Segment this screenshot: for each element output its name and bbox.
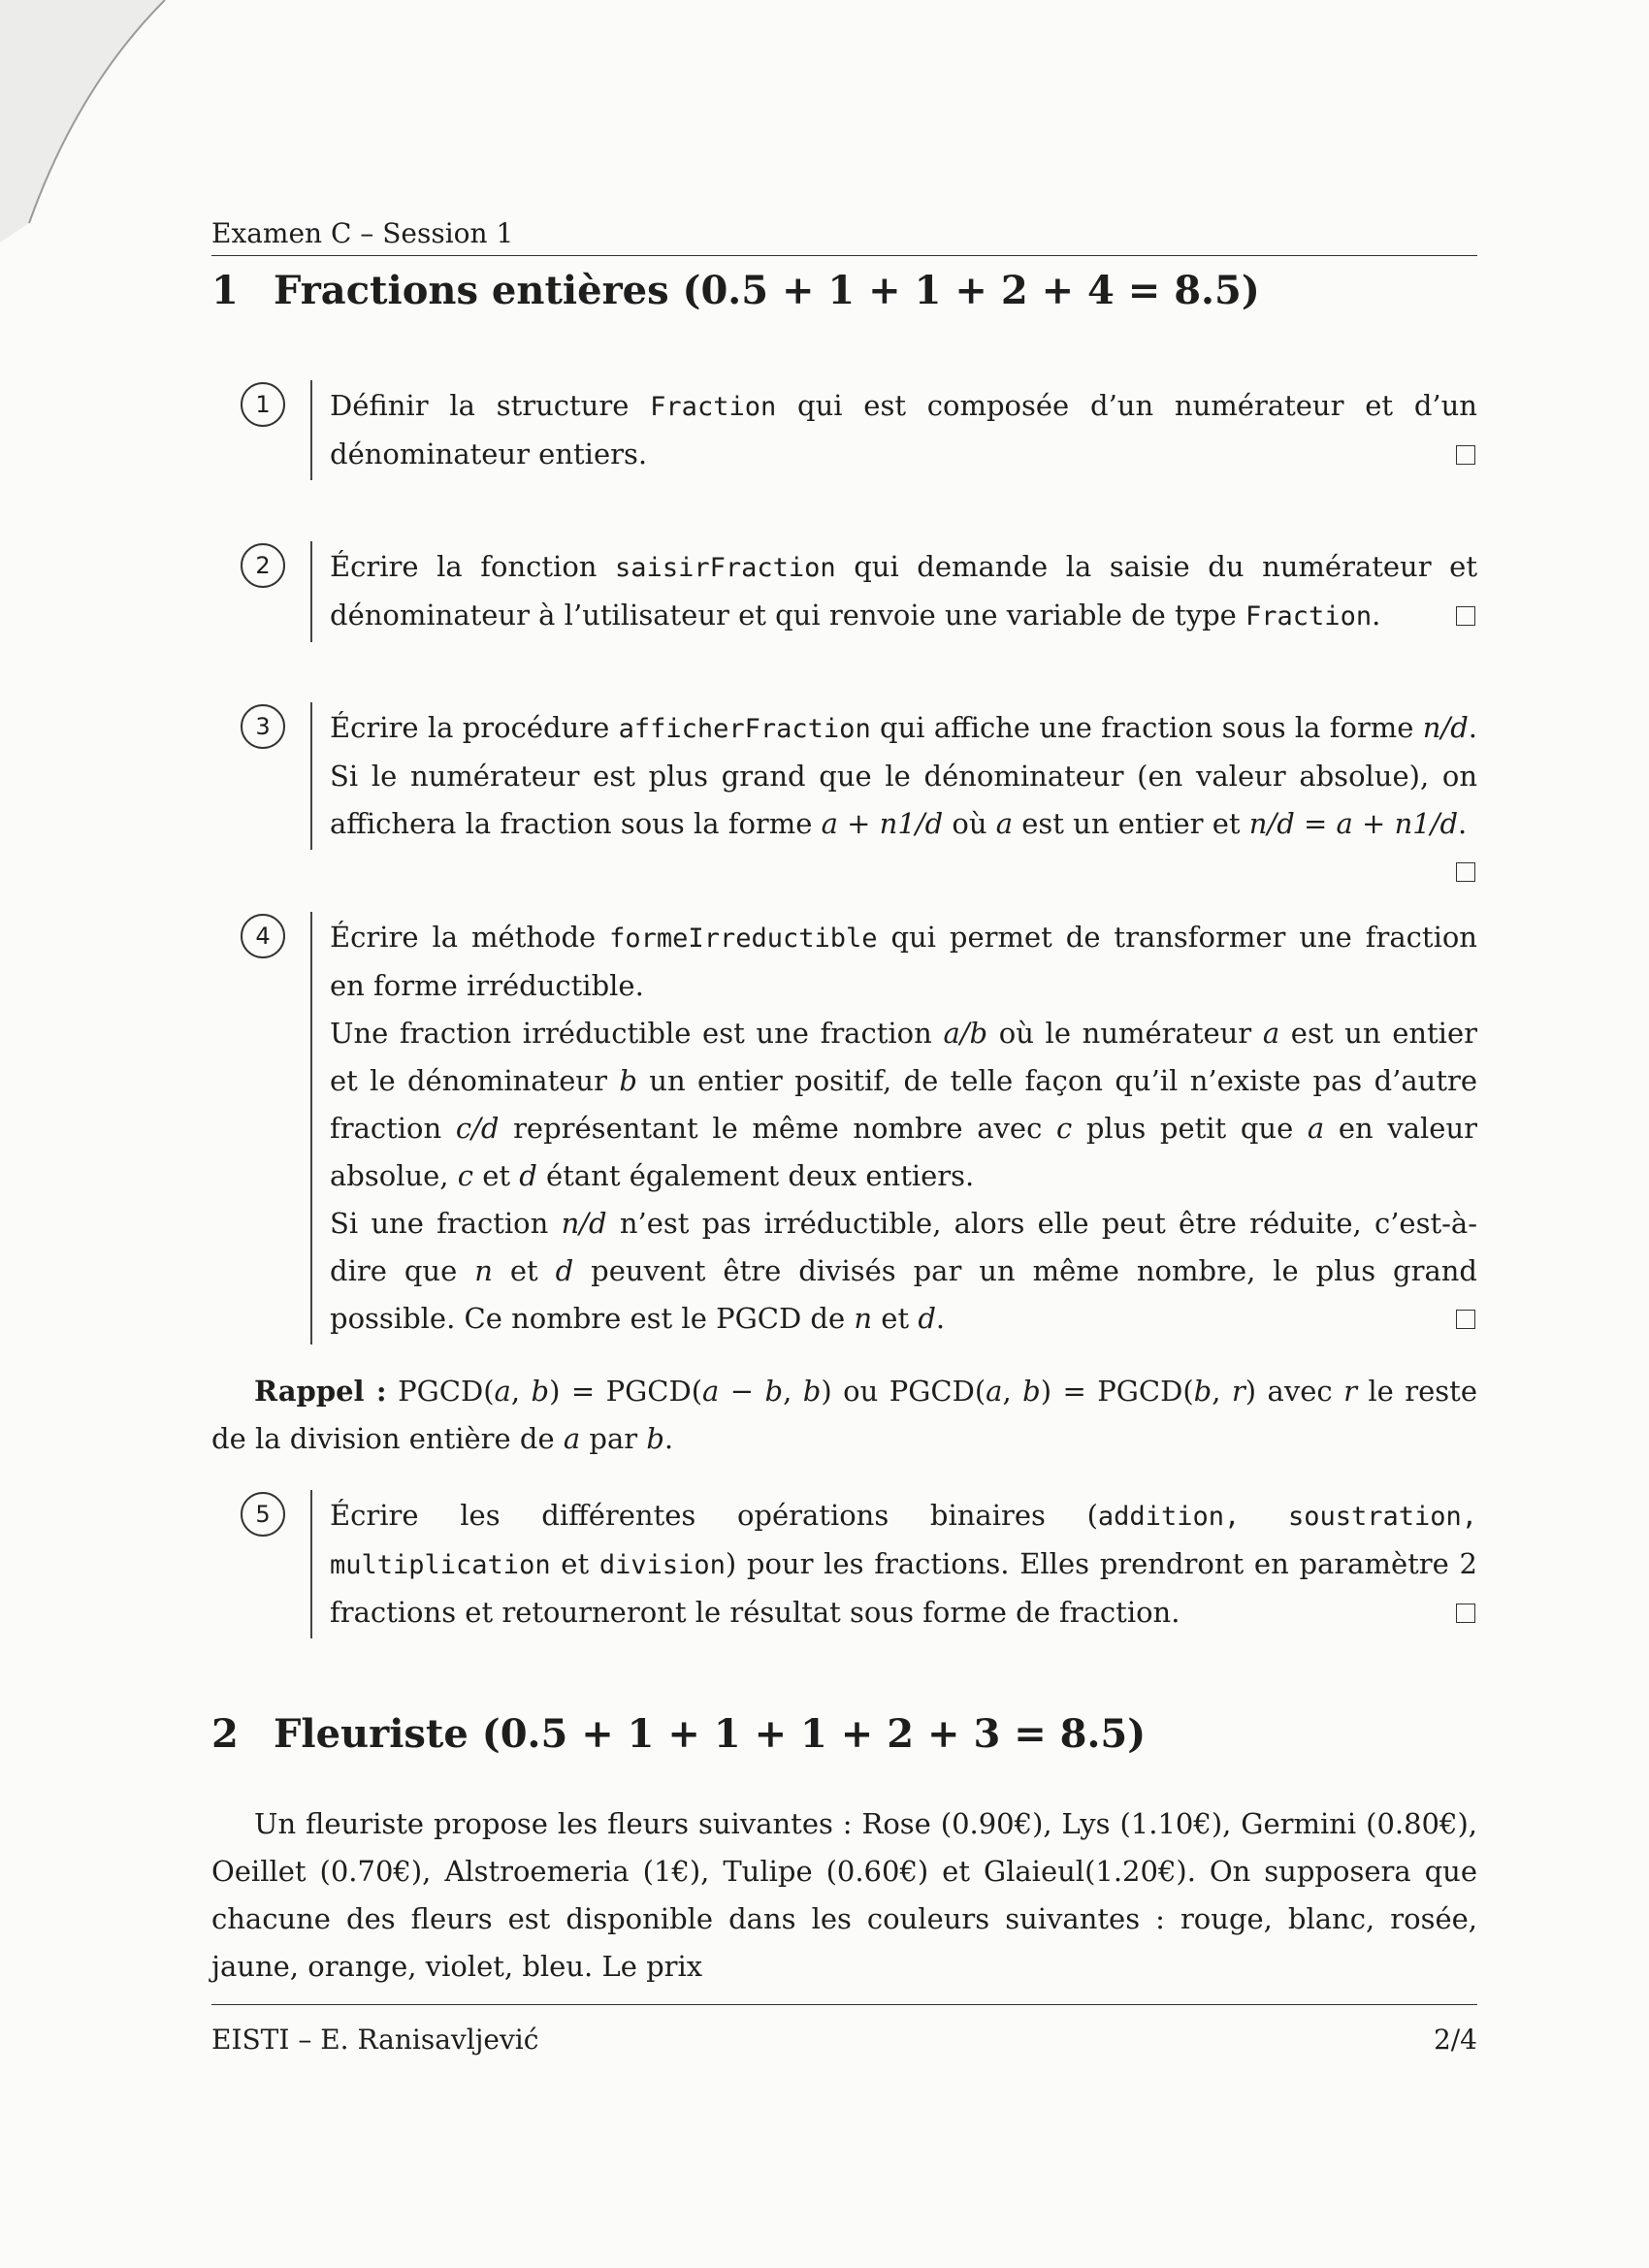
question-number: 3 (241, 704, 285, 749)
rappel-note: Rappel : PGCD(a, b) = PGCD(a − b, b) ou PGCD(a, b) = PGCD(b, r) avec r le reste de la division entière de a par b. (211, 1375, 1477, 1455)
section-1-heading (211, 268, 1260, 313)
question-text: Écrire la fonction saisirFraction qui demande la saisie du numérateur et dénominateur à l’utilisateur et qui renvoie une variable de type Fraction. (310, 541, 1477, 642)
code-identifier: saisirFraction (615, 553, 836, 583)
page-number: 2/4 (1433, 2024, 1477, 2056)
code-identifier: division (598, 1550, 726, 1580)
checkbox-icon[interactable] (1456, 862, 1475, 882)
code-identifier: Fraction (1245, 601, 1373, 632)
exam-page (211, 0, 1477, 2268)
question-1 (211, 380, 1477, 480)
code-identifier: Fraction (650, 392, 777, 422)
section-2-intro: Un fleuriste propose les fleurs suivantes : Rose (0.90€), Lys (1.10€), Germini (0.80€), Oeillet (0.70€), Alstroemeria (1€), Tulipe (0.60€) et Glaieul(1.20€). On supposera que chacune des fleurs est disponible dans les couleurs suivantes : rouge, blanc, rosée, jaune, orange, violet, bleu. Le prix (211, 1807, 1477, 1983)
question-text: Écrire la méthode formeIrreductible qui permet de transformer une fraction en forme irréductible. Une fraction irréductible est une fraction a/b où le numérateur a est un entier et le dénominateur b un entier positif, de telle façon qu’il n’existe pas d’autre fraction c/d représentant le même nombre avec c plus petit que a en valeur absolue, c et d étant également deux entiers. Si une fraction n/d n’est pas irréductible, alors elle peut être réduite, c’est-à-dire que n et d peuvent être divisés par un même nombre, le plus grand possible. Ce nombre est le PGCD de n et d. (310, 912, 1477, 1345)
footer-rule (211, 2004, 1477, 2005)
question-text: Écrire les différentes opérations binaires (addition, soustration, multiplication et division) pour les fractions. Elles prendront en paramètre 2 fractions et retourneront le résultat sous forme de fraction. (310, 1490, 1477, 1638)
checkbox-icon[interactable] (1456, 445, 1475, 465)
section-title: Fractions entières (0.5 + 1 + 1 + 2 + 4 = 8.5) (274, 268, 1260, 313)
question-text: Écrire la procédure afficherFraction qui affiche une fraction sous la forme n/d. Si le numérateur est plus grand que le dénominateur (en valeur absolue), on affichera la fraction sous la forme a + n1/d où a est un entier et n/d = a + n1/d. (310, 702, 1477, 850)
question-number: 1 (241, 382, 285, 427)
question-5 (211, 1490, 1477, 1638)
code-identifier: afficherFraction (618, 714, 871, 744)
rappel-label: Rappel : (254, 1375, 387, 1408)
checkbox-icon[interactable] (1456, 1310, 1475, 1329)
running-header: Examen C – Session 1 (211, 217, 1477, 256)
section-number: 1 (211, 268, 239, 313)
question-3 (211, 702, 1477, 882)
question-number: 5 (241, 1492, 285, 1537)
section-2-heading (211, 1711, 1146, 1757)
question-number: 4 (241, 914, 285, 958)
question-number: 2 (241, 543, 285, 588)
question-text: Définir la structure Fraction qui est composée d’un numérateur et d’un dénominateur entiers. (310, 380, 1477, 480)
checkbox-icon[interactable] (1456, 606, 1475, 626)
question-4 (211, 912, 1477, 1345)
footer-author: EISTI – E. Ranisavljević (211, 2024, 539, 2056)
question-2 (211, 541, 1477, 642)
checkbox-icon[interactable] (1456, 1604, 1475, 1623)
code-identifier: formeIrreductible (609, 923, 878, 954)
section-title: Fleuriste (0.5 + 1 + 1 + 1 + 2 + 3 = 8.5) (274, 1711, 1147, 1757)
code-identifier: addition, soustration, multiplication (330, 1502, 1478, 1580)
section-number: 2 (211, 1711, 239, 1757)
folded-corner-shadow (0, 0, 194, 252)
